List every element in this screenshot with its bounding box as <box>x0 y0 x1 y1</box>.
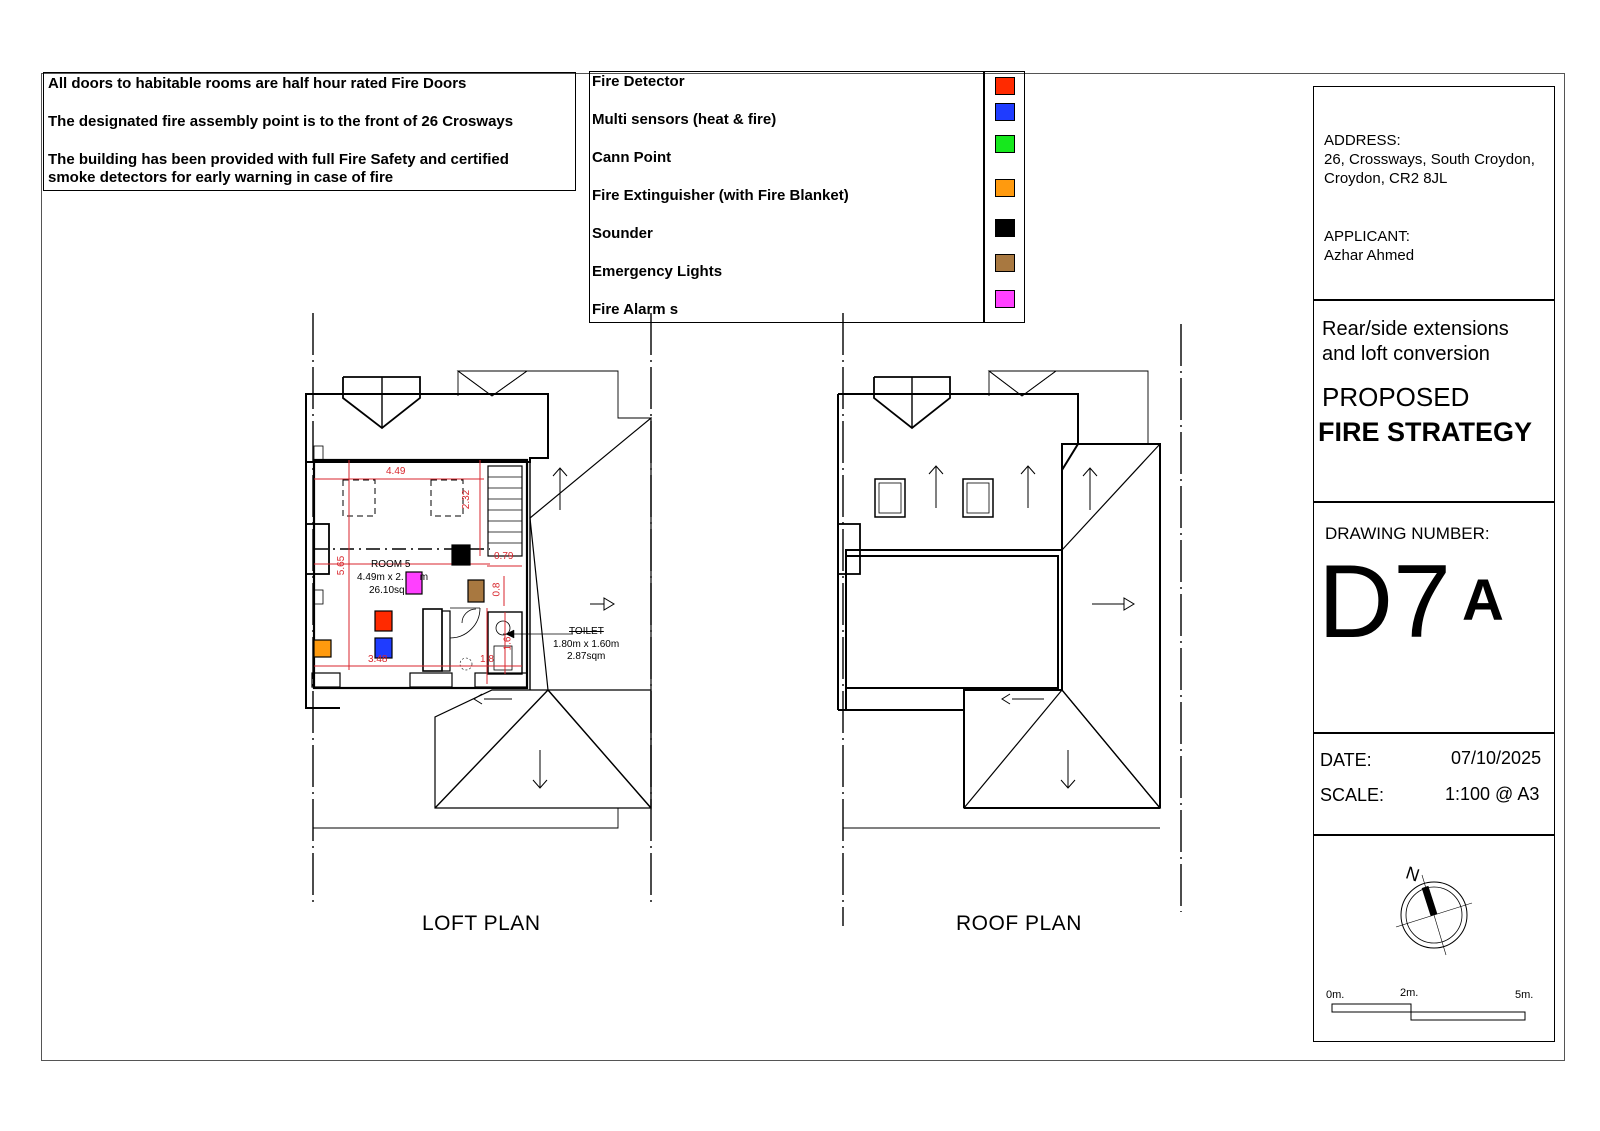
loft-plan-label: LOFT PLAN <box>422 912 541 935</box>
marker-emergency-light <box>468 580 484 602</box>
dim-stair-gap: 0.79 <box>494 551 514 562</box>
dim-landing: 0.8 <box>491 582 503 597</box>
legend-label-fire-alarm: Fire Alarm s <box>592 301 679 318</box>
date-value: 07/10/2025 <box>1451 748 1542 768</box>
note-fire-safety: The building has been provided with full Fire Safety and certified smoke detectors for early warning in case of fire <box>48 151 509 186</box>
roof-plan-label: ROOF PLAN <box>956 912 1082 935</box>
loft-plan-drawing <box>306 313 651 902</box>
marker-fire-detector <box>375 611 392 631</box>
drawing-status: PROPOSED <box>1322 382 1470 412</box>
scale-label: SCALE: <box>1320 785 1385 805</box>
title-divider <box>1314 834 1554 836</box>
drawing-revision: A <box>1462 568 1504 633</box>
roof-plan-drawing <box>838 313 1181 926</box>
legend-label-extinguisher: Fire Extinguisher (with Fire Blanket) <box>592 187 849 204</box>
scale-bar-0: 0m. <box>1326 989 1345 1001</box>
room-5-name: ROOM 5 <box>371 559 411 570</box>
note-assembly-point: The designated fire assembly point is to the front of 26 Crosways <box>48 113 514 130</box>
room-5-dims-suffix: m <box>419 572 429 583</box>
title-block <box>1313 86 1555 1042</box>
room-5-area: 26.10sq <box>369 585 405 596</box>
drawing-title: FIRE STRATEGY <box>1318 417 1533 447</box>
marker-extinguisher <box>314 640 331 657</box>
title-divider <box>1314 299 1554 301</box>
legend-label-multi-sensor: Multi sensors (heat & fire) <box>592 111 777 128</box>
address-block: ADDRESS: 26, Crossways, South Croydon, Croydon, CR2 8JL <box>1324 132 1535 187</box>
dim-length: 5.65 <box>336 555 348 576</box>
applicant-block: APPLICANT: Azhar Ahmed <box>1324 228 1415 264</box>
dim-depth: 2.32 <box>461 489 473 510</box>
toilet-dimensions: 1.80m x 1.60m <box>553 639 620 650</box>
date-label: DATE: <box>1320 750 1372 770</box>
drawing-number-label: DRAWING NUMBER: <box>1325 524 1490 543</box>
scale-bar-2: 2m. <box>1400 987 1419 999</box>
toilet-area: 2.87sqm <box>567 651 606 662</box>
legend-label-fire-detector: Fire Detector <box>592 73 685 90</box>
dim-lower-width: 3.48 <box>368 654 388 665</box>
marker-sounder <box>452 545 470 565</box>
legend-label-cann-point: Cann Point <box>592 149 672 166</box>
toilet-name: TOILET <box>569 626 604 637</box>
title-divider <box>1314 732 1554 734</box>
legend-label-sounder: Sounder <box>592 225 653 242</box>
drawing-number: D7 <box>1318 544 1451 660</box>
legend-label-emergency-lights: Emergency Lights <box>592 263 723 280</box>
scale-value: 1:100 @ A3 <box>1445 784 1540 804</box>
note-fire-doors: All doors to habitable rooms are half hour rated Fire Doors <box>48 75 467 92</box>
north-label: N <box>1403 862 1422 886</box>
dim-toilet-depth: 1.6 <box>502 636 514 651</box>
room-5-dims-text: 4.49m x 2. <box>357 572 404 583</box>
project-description: Rear/side extensions and loft conversion <box>1322 318 1509 365</box>
scale-bar-5: 5m. <box>1515 989 1534 1001</box>
dim-toilet-width: 1.8 <box>480 654 494 665</box>
room-5-dimensions <box>357 572 428 583</box>
dim-width: 4.49 <box>386 466 406 477</box>
title-divider <box>1314 501 1554 503</box>
